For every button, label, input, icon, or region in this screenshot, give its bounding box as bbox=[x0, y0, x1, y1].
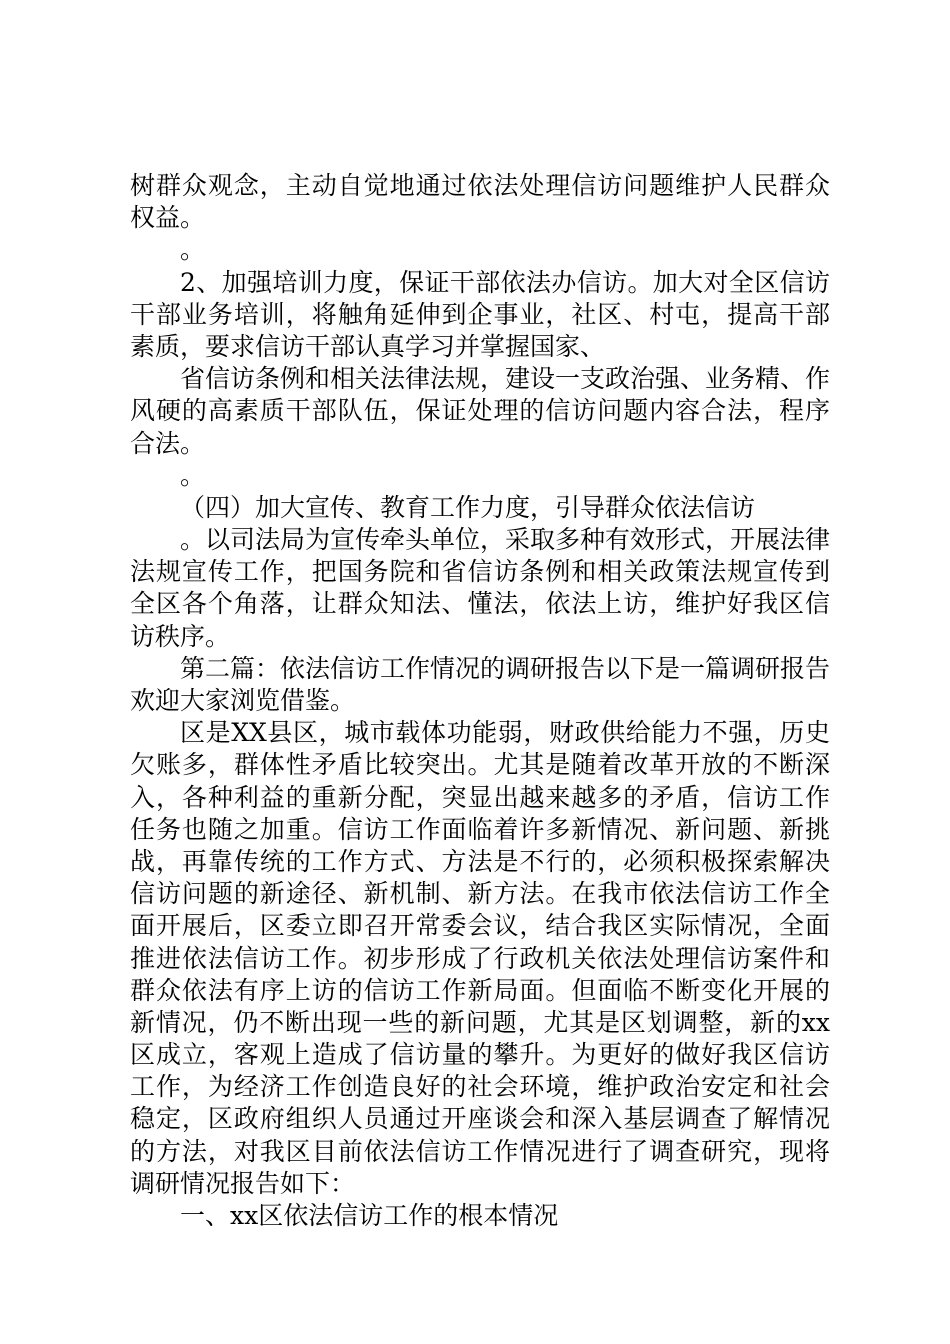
document-line: 。以司法局为宣传牵头单位，采取多种有效形式，开展法律 bbox=[180, 525, 830, 555]
document-line: 信访问题的新途径、新机制、新方法。在我市依法信访工作全 bbox=[130, 879, 830, 909]
document-line: 合法。 bbox=[130, 428, 206, 458]
document-line: 区是XX县区，城市载体功能弱，财政供给能力不强，历史 bbox=[180, 718, 830, 748]
document-line: 的方法，对我区目前依法信访工作情况进行了调查研究，现将 bbox=[130, 1136, 830, 1166]
document-line: 第二篇：依法信访工作情况的调研报告以下是一篇调研报告 bbox=[180, 653, 830, 683]
document-line: 稳定，区政府组织人员通过开座谈会和深入基层调查了解情况 bbox=[130, 1104, 830, 1134]
document-line: 素质，要求信访干部认真学习并掌握国家、 bbox=[130, 331, 606, 361]
document-line: 任务也随之加重。信访工作面临着许多新情况、新问题、新挑 bbox=[130, 814, 830, 844]
document-line: 面开展后，区委立即召开常委会议，结合我区实际情况，全面 bbox=[130, 911, 830, 941]
document-line: 风硬的高素质干部队伍，保证处理的信访问题内容合法，程序 bbox=[130, 396, 830, 426]
document-line: 。 bbox=[180, 235, 206, 265]
document-line: 权益。 bbox=[130, 203, 206, 233]
document-line: 干部业务培训，将触角延伸到企事业，社区、村屯，提高干部 bbox=[130, 299, 830, 329]
document-line: 省信访条例和相关法律法规，建设一支政治强、业务精、作 bbox=[180, 364, 830, 394]
document-line: 访秩序。 bbox=[130, 621, 231, 651]
document-line: 推进依法信访工作。初步形成了行政机关依法处理信访案件和 bbox=[130, 943, 830, 973]
document-body bbox=[130, 170, 830, 1232]
document-line: 2、加强培训力度，保证干部依法办信访。加大对全区信访 bbox=[180, 267, 830, 297]
document-line: 群众依法有序上访的信访工作新局面。但面临不断变化开展的 bbox=[130, 975, 830, 1005]
document-line: 。 bbox=[180, 460, 206, 490]
document-line: 欢迎大家浏览借鉴。 bbox=[130, 686, 356, 715]
document-line: 法规宣传工作，把国务院和省信访条例和相关政策法规宣传到 bbox=[130, 557, 830, 587]
document-line: 树群众观念，主动自觉地通过依法处理信访问题维护人民群众 bbox=[130, 171, 830, 200]
document-line: 欠账多，群体性矛盾比较突出。尤其是随着改革开放的不断深 bbox=[130, 750, 830, 780]
document-line: 工作，为经济工作创造良好的社会环境，维护政治安定和社会 bbox=[130, 1072, 830, 1102]
document-line: 调研情况报告如下： bbox=[130, 1168, 356, 1198]
document-line: （四）加大宣传、教育工作力度，引导群众依法信访 bbox=[180, 492, 756, 522]
document-line: 新情况，仍不断出现一些的新问题，尤其是区划调整，新的xx bbox=[130, 1007, 830, 1037]
document-line: 一、xx区依法信访工作的根本情况 bbox=[180, 1201, 559, 1230]
document-line: 区成立，客观上造成了信访量的攀升。为更好的做好我区信访 bbox=[130, 1040, 830, 1070]
document-line: 入，各种利益的重新分配，突显出越来越多的矛盾，信访工作 bbox=[130, 782, 830, 812]
document-line: 战，再靠传统的工作方式、方法是不行的，必须积极探索解决 bbox=[130, 846, 830, 876]
document-line: 全区各个角落，让群众知法、懂法，依法上访，维护好我区信 bbox=[130, 589, 830, 619]
